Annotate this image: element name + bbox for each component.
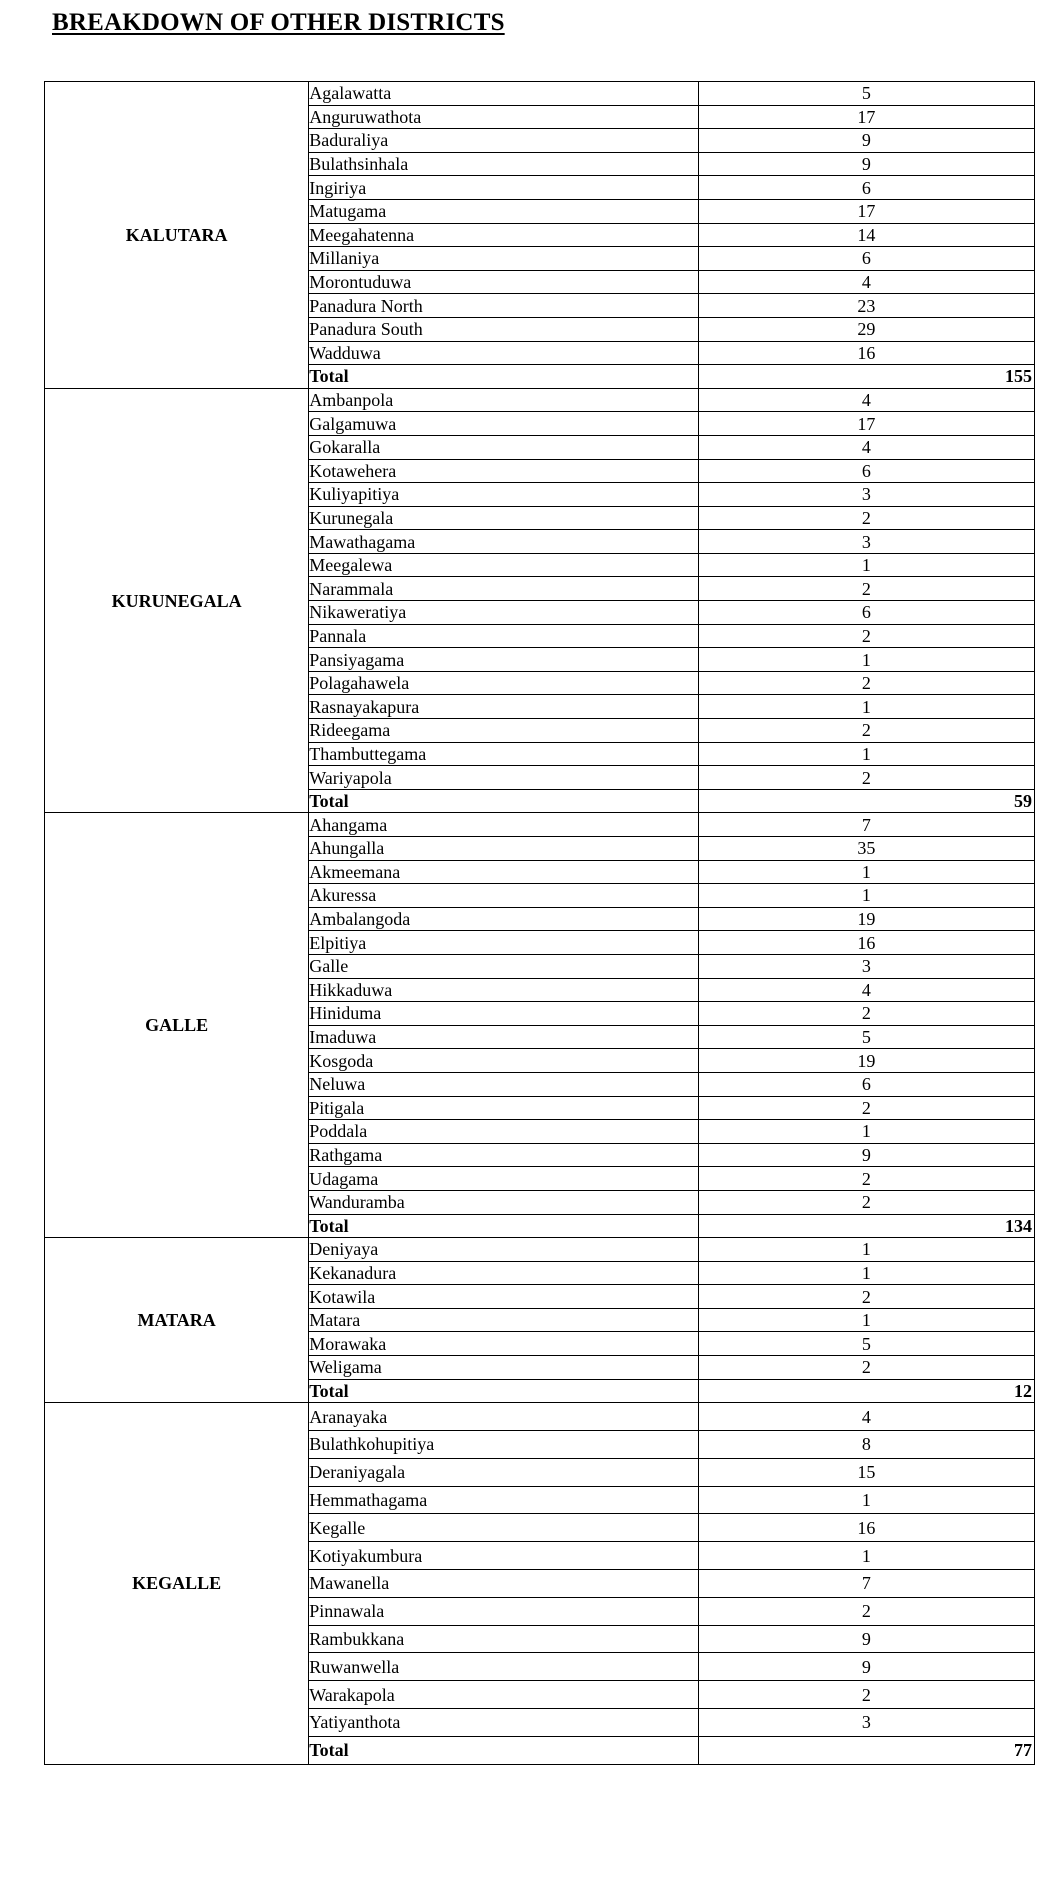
division-name: Rathgama <box>309 1143 699 1167</box>
division-name: Rambukkana <box>309 1625 699 1653</box>
division-name: Wadduwa <box>309 341 699 365</box>
division-name: Poddala <box>309 1120 699 1144</box>
district-total: 59 <box>698 789 1034 813</box>
division-name: Weligama <box>309 1356 699 1380</box>
division-count: 1 <box>698 553 1034 577</box>
division-name: Udagama <box>309 1167 699 1191</box>
division-name: Polagahawela <box>309 671 699 695</box>
division-name: Galgamuwa <box>309 412 699 436</box>
division-name: Neluwa <box>309 1072 699 1096</box>
division-name: Deniyaya <box>309 1238 699 1262</box>
division-count: 2 <box>698 719 1034 743</box>
total-label: Total <box>309 1736 699 1764</box>
division-count: 6 <box>698 176 1034 200</box>
division-count: 17 <box>698 199 1034 223</box>
division-name: Bulathsinhala <box>309 152 699 176</box>
division-count: 9 <box>698 1653 1034 1681</box>
division-count: 3 <box>698 530 1034 554</box>
division-name: Pansiyagama <box>309 648 699 672</box>
division-count: 1 <box>698 1308 1034 1332</box>
division-name: Ruwanwella <box>309 1653 699 1681</box>
division-count: 19 <box>698 1049 1034 1073</box>
division-name: Ahangama <box>309 813 699 837</box>
division-name: Morontuduwa <box>309 270 699 294</box>
division-count: 19 <box>698 907 1034 931</box>
division-count: 29 <box>698 317 1034 341</box>
division-name: Imaduwa <box>309 1025 699 1049</box>
division-count: 3 <box>698 954 1034 978</box>
district-total: 77 <box>698 1736 1034 1764</box>
division-name: Agalawatta <box>309 82 699 106</box>
page-title: BREAKDOWN OF OTHER DISTRICTS <box>52 9 505 36</box>
division-count: 2 <box>698 671 1034 695</box>
table-body <box>45 82 1035 1765</box>
division-name: Kegalle <box>309 1514 699 1542</box>
division-count: 8 <box>698 1431 1034 1459</box>
division-count: 1 <box>698 884 1034 908</box>
division-name: Wanduramba <box>309 1190 699 1214</box>
division-name: Anguruwathota <box>309 105 699 129</box>
division-count: 1 <box>698 860 1034 884</box>
division-name: Hikkaduwa <box>309 978 699 1002</box>
division-count: 7 <box>698 813 1034 837</box>
division-count: 1 <box>698 695 1034 719</box>
division-count: 1 <box>698 1486 1034 1514</box>
division-count: 9 <box>698 152 1034 176</box>
division-name: Narammala <box>309 577 699 601</box>
division-count: 1 <box>698 1120 1034 1144</box>
total-label: Total <box>309 789 699 813</box>
division-count: 6 <box>698 247 1034 271</box>
division-name: Rideegama <box>309 719 699 743</box>
division-count: 1 <box>698 742 1034 766</box>
district-breakdown-table <box>44 81 1035 1765</box>
district-total: 155 <box>698 365 1034 389</box>
division-name: Aranayaka <box>309 1403 699 1431</box>
division-count: 14 <box>698 223 1034 247</box>
division-name: Meegalewa <box>309 553 699 577</box>
division-count: 3 <box>698 1709 1034 1737</box>
division-count: 9 <box>698 1143 1034 1167</box>
division-name: Pinnawala <box>309 1597 699 1625</box>
table-row <box>45 82 1035 106</box>
total-label: Total <box>309 1214 699 1238</box>
division-count: 15 <box>698 1458 1034 1486</box>
division-count: 2 <box>698 506 1034 530</box>
division-count: 2 <box>698 624 1034 648</box>
district-name: KALUTARA <box>45 82 309 389</box>
division-count: 2 <box>698 766 1034 790</box>
division-name: Galle <box>309 954 699 978</box>
district-total: 134 <box>698 1214 1034 1238</box>
division-count: 9 <box>698 1625 1034 1653</box>
division-count: 16 <box>698 931 1034 955</box>
district-name: GALLE <box>45 813 309 1238</box>
division-count: 2 <box>698 1190 1034 1214</box>
division-name: Wariyapola <box>309 766 699 790</box>
district-name: KEGALLE <box>45 1403 309 1764</box>
division-name: Bulathkohupitiya <box>309 1431 699 1459</box>
division-name: Hemmathagama <box>309 1486 699 1514</box>
division-count: 4 <box>698 435 1034 459</box>
total-label: Total <box>309 1379 699 1403</box>
division-count: 16 <box>698 341 1034 365</box>
division-count: 2 <box>698 1002 1034 1026</box>
division-count: 7 <box>698 1570 1034 1598</box>
division-name: Kotawila <box>309 1285 699 1309</box>
division-count: 9 <box>698 129 1034 153</box>
division-count: 17 <box>698 105 1034 129</box>
division-count: 2 <box>698 1356 1034 1380</box>
division-name: Ambalangoda <box>309 907 699 931</box>
division-name: Elpitiya <box>309 931 699 955</box>
district-total: 12 <box>698 1379 1034 1403</box>
division-name: Mawathagama <box>309 530 699 554</box>
division-name: Deraniyagala <box>309 1458 699 1486</box>
division-count: 23 <box>698 294 1034 318</box>
division-count: 2 <box>698 1285 1034 1309</box>
division-count: 6 <box>698 1072 1034 1096</box>
division-name: Hiniduma <box>309 1002 699 1026</box>
district-name: KURUNEGALA <box>45 388 309 813</box>
division-name: Ahungalla <box>309 837 699 861</box>
division-name: Millaniya <box>309 247 699 271</box>
division-name: Baduraliya <box>309 129 699 153</box>
division-count: 1 <box>698 1542 1034 1570</box>
total-label: Total <box>309 365 699 389</box>
division-name: Kekanadura <box>309 1261 699 1285</box>
division-count: 35 <box>698 837 1034 861</box>
division-name: Kurunegala <box>309 506 699 530</box>
division-name: Morawaka <box>309 1332 699 1356</box>
table-row <box>45 813 1035 837</box>
division-count: 5 <box>698 1332 1034 1356</box>
division-count: 3 <box>698 483 1034 507</box>
division-name: Akmeemana <box>309 860 699 884</box>
division-name: Kosgoda <box>309 1049 699 1073</box>
table-row <box>45 1238 1035 1262</box>
division-name: Warakapola <box>309 1681 699 1709</box>
division-count: 5 <box>698 82 1034 106</box>
division-name: Yatiyanthota <box>309 1709 699 1737</box>
division-name: Panadura South <box>309 317 699 341</box>
division-name: Meegahatenna <box>309 223 699 247</box>
district-name: MATARA <box>45 1238 309 1403</box>
division-name: Pitigala <box>309 1096 699 1120</box>
division-count: 6 <box>698 601 1034 625</box>
division-name: Thambuttegama <box>309 742 699 766</box>
division-name: Ambanpola <box>309 388 699 412</box>
division-count: 16 <box>698 1514 1034 1542</box>
division-name: Kotawehera <box>309 459 699 483</box>
division-name: Nikaweratiya <box>309 601 699 625</box>
division-count: 2 <box>698 1096 1034 1120</box>
division-name: Gokaralla <box>309 435 699 459</box>
division-count: 2 <box>698 577 1034 601</box>
division-count: 2 <box>698 1167 1034 1191</box>
division-count: 1 <box>698 1238 1034 1262</box>
division-count: 6 <box>698 459 1034 483</box>
table-row <box>45 388 1035 412</box>
division-name: Ingiriya <box>309 176 699 200</box>
table-row <box>45 1403 1035 1431</box>
division-name: Pannala <box>309 624 699 648</box>
division-count: 1 <box>698 648 1034 672</box>
division-count: 1 <box>698 1261 1034 1285</box>
division-count: 17 <box>698 412 1034 436</box>
division-name: Kuliyapitiya <box>309 483 699 507</box>
division-name: Mawanella <box>309 1570 699 1598</box>
division-name: Matugama <box>309 199 699 223</box>
division-name: Panadura North <box>309 294 699 318</box>
division-count: 2 <box>698 1681 1034 1709</box>
division-count: 4 <box>698 1403 1034 1431</box>
division-name: Rasnayakapura <box>309 695 699 719</box>
division-count: 4 <box>698 388 1034 412</box>
division-name: Akuressa <box>309 884 699 908</box>
division-name: Matara <box>309 1308 699 1332</box>
division-count: 5 <box>698 1025 1034 1049</box>
division-count: 4 <box>698 978 1034 1002</box>
division-name: Kotiyakumbura <box>309 1542 699 1570</box>
division-count: 4 <box>698 270 1034 294</box>
division-count: 2 <box>698 1597 1034 1625</box>
